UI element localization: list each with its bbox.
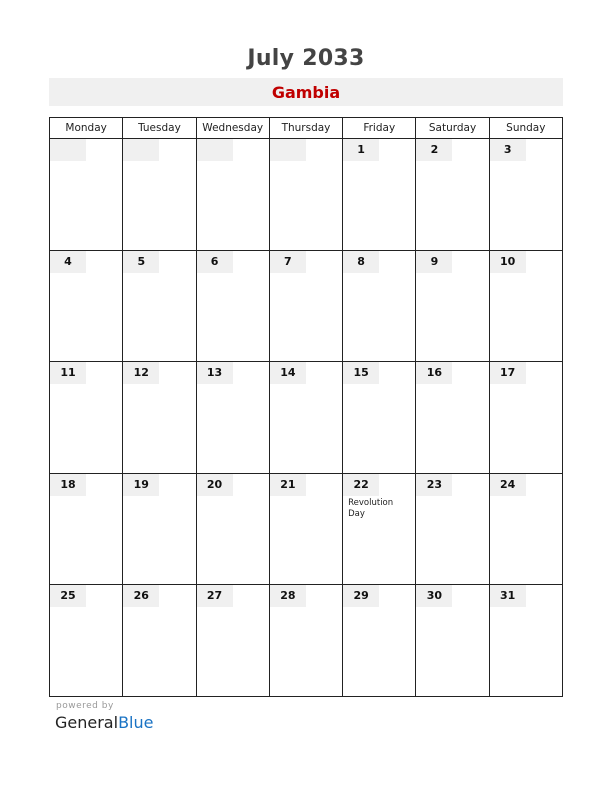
day-number: 19 (133, 477, 149, 491)
holiday-label: Revolution Day (348, 497, 394, 519)
day-cell (270, 362, 343, 473)
weekday-saturday: Saturday (416, 118, 489, 138)
day-number: 30 (426, 589, 443, 603)
country-bar (49, 78, 563, 106)
day-number: 4 (64, 254, 72, 268)
brand-blue: Blue (118, 713, 154, 732)
day-cell (123, 139, 196, 250)
day-cell (50, 362, 123, 473)
week-row (50, 585, 562, 697)
weekday-sunday: Sunday (506, 122, 546, 134)
day-cell (416, 139, 489, 250)
day-cell (490, 139, 562, 250)
day-number: 18 (60, 477, 76, 491)
day-cell (343, 139, 416, 250)
day-number: 21 (280, 477, 296, 491)
day-number-box (197, 139, 233, 161)
day-cell (490, 474, 562, 585)
day-number: 14 (280, 366, 296, 380)
day-cell (50, 585, 123, 697)
day-number: 8 (357, 254, 365, 268)
day-number: 5 (137, 254, 146, 268)
day-cell (270, 585, 343, 697)
day-number: 10 (500, 254, 516, 268)
day-cell (490, 362, 562, 473)
day-number: 26 (133, 589, 149, 603)
day-cell (490, 585, 562, 697)
day-number: 24 (500, 477, 516, 491)
day-cell (197, 139, 270, 250)
day-cell (343, 585, 416, 697)
day-number: 7 (284, 254, 292, 268)
weekday-wednesday: Wednesday (197, 118, 270, 138)
day-number: 3 (503, 143, 512, 156)
weekday-tuesday: Tuesday (123, 118, 196, 138)
powered-by-label: powered by (56, 701, 114, 711)
day-cell (270, 251, 343, 362)
country-name: Gambia (271, 82, 341, 102)
day-cell (490, 251, 562, 362)
day-number-box (50, 139, 86, 161)
week-row (50, 362, 562, 474)
day-number: 28 (280, 589, 296, 603)
day-number: 9 (430, 254, 439, 268)
day-number-box (123, 139, 159, 161)
day-cell (50, 251, 123, 362)
weekday-monday: Monday (50, 118, 123, 138)
day-cell (416, 251, 489, 362)
day-cell (270, 474, 343, 585)
day-cell (197, 251, 270, 362)
day-number-box (270, 139, 306, 161)
calendar-grid (49, 117, 563, 697)
weekday-header-row (50, 118, 562, 139)
day-number: 29 (353, 589, 369, 603)
week-row (50, 251, 562, 363)
day-number: 2 (430, 143, 439, 156)
day-cell (50, 474, 123, 585)
day-number: 13 (206, 366, 223, 380)
calendar-title: July 2033 (247, 46, 365, 71)
day-number: 11 (60, 366, 76, 380)
day-cell (197, 474, 270, 585)
week-row (50, 139, 562, 251)
brand-logo (55, 713, 153, 732)
day-cell (123, 585, 196, 697)
day-cell (50, 139, 123, 250)
weeks-container (50, 139, 562, 697)
day-cell (123, 474, 196, 585)
day-number: 15 (353, 366, 369, 380)
day-number: 20 (206, 477, 223, 491)
day-cell (343, 474, 416, 585)
day-cell (416, 585, 489, 697)
day-cell (416, 474, 489, 585)
day-cell (343, 362, 416, 473)
day-number: 12 (133, 366, 149, 380)
day-number: 6 (210, 254, 219, 268)
day-number: 27 (206, 589, 223, 603)
day-number: 17 (500, 366, 516, 380)
day-cell (123, 362, 196, 473)
day-number: 22 (353, 477, 369, 491)
day-cell (197, 585, 270, 697)
day-number: 1 (357, 143, 365, 156)
weekday-thursday: Thursday (270, 118, 343, 138)
day-cell (123, 251, 196, 362)
day-cell (197, 362, 270, 473)
day-number: 31 (500, 589, 516, 603)
day-cell (343, 251, 416, 362)
day-number: 23 (426, 477, 443, 491)
brand-general: General (55, 713, 119, 732)
weekday-friday: Friday (343, 118, 416, 138)
week-row (50, 474, 562, 586)
day-number: 16 (426, 366, 443, 380)
day-cell (416, 362, 489, 473)
day-number: 25 (60, 589, 76, 603)
day-cell (270, 139, 343, 250)
